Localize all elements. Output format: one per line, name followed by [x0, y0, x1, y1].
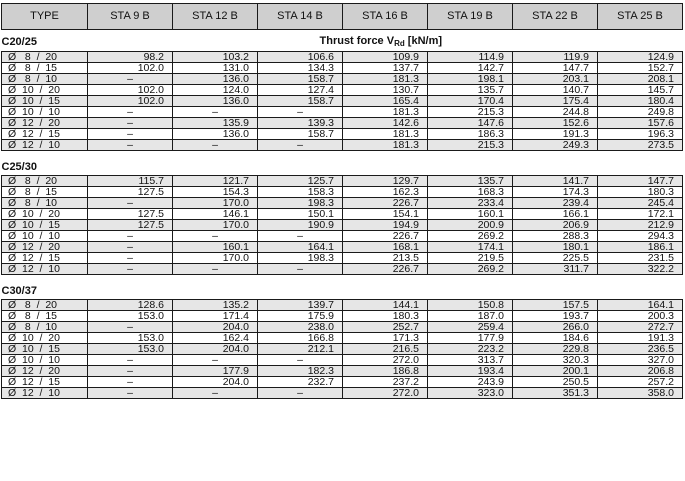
type-cell: Ø 10 / 15 [2, 220, 88, 231]
value-cell: – [88, 198, 173, 209]
value-cell: 320.3 [513, 355, 598, 366]
value-cell: 186.3 [428, 129, 513, 140]
value-cell: – [258, 355, 343, 366]
value-cell: 257.2 [598, 377, 683, 388]
value-cell: 225.5 [513, 253, 598, 264]
column-header: STA 19 B [428, 4, 513, 30]
value-cell: 245.4 [598, 198, 683, 209]
value-cell: 157.6 [598, 118, 683, 129]
value-cell: 137.7 [343, 63, 428, 74]
value-cell: 190.9 [258, 220, 343, 231]
type-cell: Ø 8 / 20 [2, 52, 88, 63]
value-cell: 102.0 [88, 96, 173, 107]
value-cell: 102.0 [88, 85, 173, 96]
table-row [2, 187, 683, 198]
value-cell: 266.0 [513, 322, 598, 333]
value-cell: 119.9 [513, 52, 598, 63]
value-cell: 180.3 [598, 187, 683, 198]
value-cell: 313.7 [428, 355, 513, 366]
value-cell: 193.4 [428, 366, 513, 377]
value-cell: 244.8 [513, 107, 598, 118]
value-cell: 194.9 [343, 220, 428, 231]
value-cell: 232.7 [258, 377, 343, 388]
value-cell: 134.3 [258, 63, 343, 74]
value-cell: 206.9 [513, 220, 598, 231]
table-row [2, 176, 683, 187]
value-cell: 135.9 [173, 118, 258, 129]
value-cell: 269.2 [428, 231, 513, 242]
value-cell: 170.0 [173, 253, 258, 264]
table-row [2, 377, 683, 388]
value-cell: 174.1 [428, 242, 513, 253]
value-cell: 115.7 [88, 176, 173, 187]
value-cell: 226.7 [343, 198, 428, 209]
value-cell: 175.4 [513, 96, 598, 107]
value-cell: 181.3 [343, 140, 428, 151]
value-cell: 136.0 [173, 74, 258, 85]
value-cell: 250.5 [513, 377, 598, 388]
value-cell: – [88, 253, 173, 264]
value-cell: 170.4 [428, 96, 513, 107]
value-cell: 196.3 [598, 129, 683, 140]
spacer-cell [2, 275, 683, 285]
value-cell: – [88, 129, 173, 140]
value-cell: 144.1 [343, 300, 428, 311]
type-cell: Ø 10 / 10 [2, 355, 88, 366]
type-cell: Ø 12 / 10 [2, 140, 88, 151]
value-cell: 215.3 [428, 107, 513, 118]
value-cell: – [88, 377, 173, 388]
value-cell: – [88, 355, 173, 366]
value-cell: 233.4 [428, 198, 513, 209]
value-cell: – [88, 107, 173, 118]
table-row [2, 63, 683, 74]
value-cell: 212.9 [598, 220, 683, 231]
concrete-class-label: C25/30 [2, 160, 88, 176]
value-cell: 141.7 [513, 176, 598, 187]
value-cell: 249.3 [513, 140, 598, 151]
value-cell: 198.3 [258, 253, 343, 264]
section-spacer [2, 151, 683, 161]
value-cell: 200.1 [513, 366, 598, 377]
value-cell: 154.3 [173, 187, 258, 198]
value-cell: 102.0 [88, 63, 173, 74]
value-cell: 158.3 [258, 187, 343, 198]
value-cell: 162.3 [343, 187, 428, 198]
value-cell: 203.1 [513, 74, 598, 85]
type-cell: Ø 10 / 10 [2, 107, 88, 118]
type-cell: Ø 8 / 10 [2, 322, 88, 333]
value-cell: 216.5 [343, 344, 428, 355]
value-cell: 239.4 [513, 198, 598, 209]
value-cell: 180.4 [598, 96, 683, 107]
value-cell: 131.0 [173, 63, 258, 74]
value-cell: 208.1 [598, 74, 683, 85]
column-header: STA 9 B [88, 4, 173, 30]
value-cell: 182.3 [258, 366, 343, 377]
value-cell: 158.7 [258, 96, 343, 107]
value-cell: 166.8 [258, 333, 343, 344]
value-cell: 180.3 [343, 311, 428, 322]
value-cell: 103.2 [173, 52, 258, 63]
value-cell: 273.5 [598, 140, 683, 151]
value-cell: 127.5 [88, 209, 173, 220]
value-cell: 136.0 [173, 129, 258, 140]
section-header-row [2, 34, 683, 52]
value-cell: – [88, 366, 173, 377]
table-row [2, 129, 683, 140]
section-spacer [2, 275, 683, 285]
value-cell: 129.7 [343, 176, 428, 187]
type-cell: Ø 8 / 15 [2, 63, 88, 74]
concrete-class-label: C30/37 [2, 284, 88, 300]
value-cell: – [88, 322, 173, 333]
value-cell: 358.0 [598, 388, 683, 399]
value-cell: 237.2 [343, 377, 428, 388]
value-cell: 186.8 [343, 366, 428, 377]
value-cell: 130.7 [343, 85, 428, 96]
value-cell: 109.9 [343, 52, 428, 63]
value-cell: 229.8 [513, 344, 598, 355]
value-cell: 171.3 [343, 333, 428, 344]
value-cell: 243.9 [428, 377, 513, 388]
type-cell: Ø 12 / 20 [2, 242, 88, 253]
value-cell: 198.3 [258, 198, 343, 209]
value-cell: 311.7 [513, 264, 598, 275]
value-cell: 147.7 [513, 63, 598, 74]
type-cell: Ø 12 / 15 [2, 377, 88, 388]
value-cell: – [258, 231, 343, 242]
table-row [2, 52, 683, 63]
column-header: STA 14 B [258, 4, 343, 30]
type-cell: Ø 12 / 15 [2, 253, 88, 264]
type-cell: Ø 8 / 10 [2, 198, 88, 209]
section-caption-cell [88, 34, 683, 52]
value-cell: – [88, 264, 173, 275]
table-row [2, 388, 683, 399]
value-cell: 127.5 [88, 220, 173, 231]
value-cell: 139.3 [258, 118, 343, 129]
value-cell: 213.5 [343, 253, 428, 264]
table-row [2, 118, 683, 129]
value-cell: 171.4 [173, 311, 258, 322]
table-row [2, 107, 683, 118]
value-cell: – [173, 388, 258, 399]
value-cell: 170.0 [173, 198, 258, 209]
value-cell: 160.1 [428, 209, 513, 220]
value-cell: 238.0 [258, 322, 343, 333]
value-cell: 146.1 [173, 209, 258, 220]
value-cell: 327.0 [598, 355, 683, 366]
value-cell: 147.6 [428, 118, 513, 129]
table-row [2, 300, 683, 311]
table-row [2, 96, 683, 107]
value-cell: – [88, 231, 173, 242]
value-cell: 145.7 [598, 85, 683, 96]
value-cell: – [88, 74, 173, 85]
value-cell: 252.7 [343, 322, 428, 333]
type-cell: Ø 8 / 20 [2, 176, 88, 187]
table-row [2, 231, 683, 242]
value-cell: 177.9 [173, 366, 258, 377]
value-cell: 223.2 [428, 344, 513, 355]
caption-main: Thrust force V [319, 35, 395, 47]
value-cell: 153.0 [88, 333, 173, 344]
value-cell: 168.3 [428, 187, 513, 198]
value-cell: 121.7 [173, 176, 258, 187]
section-caption-cell [88, 284, 683, 300]
table-row [2, 220, 683, 231]
value-cell: 162.4 [173, 333, 258, 344]
column-header: STA 25 B [598, 4, 683, 30]
value-cell: 140.7 [513, 85, 598, 96]
value-cell: – [88, 140, 173, 151]
value-cell: 139.7 [258, 300, 343, 311]
value-cell: 177.9 [428, 333, 513, 344]
value-cell: – [258, 264, 343, 275]
value-cell: 269.2 [428, 264, 513, 275]
value-cell: 236.5 [598, 344, 683, 355]
table-row [2, 311, 683, 322]
value-cell: – [173, 231, 258, 242]
type-cell: Ø 12 / 15 [2, 129, 88, 140]
value-cell: 204.0 [173, 344, 258, 355]
value-cell: 125.7 [258, 176, 343, 187]
table-body [2, 30, 683, 399]
section-caption-cell [88, 160, 683, 176]
value-cell: 181.3 [343, 129, 428, 140]
value-cell: 152.6 [513, 118, 598, 129]
type-cell: Ø 10 / 20 [2, 333, 88, 344]
table-row [2, 366, 683, 377]
value-cell: 249.8 [598, 107, 683, 118]
table-row [2, 85, 683, 96]
value-cell: 153.0 [88, 344, 173, 355]
table-row [2, 253, 683, 264]
value-cell: – [173, 264, 258, 275]
value-cell: 124.0 [173, 85, 258, 96]
column-header-type: TYPE [2, 4, 88, 30]
value-cell: 166.1 [513, 209, 598, 220]
value-cell: – [88, 388, 173, 399]
value-cell: 128.6 [88, 300, 173, 311]
value-cell: 219.5 [428, 253, 513, 264]
value-cell: 153.0 [88, 311, 173, 322]
value-cell: 323.0 [428, 388, 513, 399]
value-cell: 127.5 [88, 187, 173, 198]
value-cell: 231.5 [598, 253, 683, 264]
value-cell: 152.7 [598, 63, 683, 74]
value-cell: 168.1 [343, 242, 428, 253]
value-cell: 170.0 [173, 220, 258, 231]
value-cell: 124.9 [598, 52, 683, 63]
type-cell: Ø 12 / 10 [2, 388, 88, 399]
value-cell: 158.7 [258, 129, 343, 140]
section-header-row [2, 284, 683, 300]
value-cell: 98.2 [88, 52, 173, 63]
value-cell: 272.0 [343, 355, 428, 366]
column-header: STA 16 B [343, 4, 428, 30]
value-cell: 165.4 [343, 96, 428, 107]
type-cell: Ø 10 / 10 [2, 231, 88, 242]
value-cell: 215.3 [428, 140, 513, 151]
type-cell: Ø 10 / 20 [2, 85, 88, 96]
value-cell: 204.0 [173, 377, 258, 388]
value-cell: 135.2 [173, 300, 258, 311]
value-cell: 136.0 [173, 96, 258, 107]
table-row [2, 74, 683, 85]
value-cell: 181.3 [343, 74, 428, 85]
value-cell: 150.8 [428, 300, 513, 311]
value-cell: 164.1 [258, 242, 343, 253]
table-row [2, 198, 683, 209]
value-cell: 174.3 [513, 187, 598, 198]
value-cell: 322.2 [598, 264, 683, 275]
value-cell: 259.4 [428, 322, 513, 333]
value-cell: 204.0 [173, 322, 258, 333]
spacer-cell [2, 151, 683, 161]
table-row [2, 242, 683, 253]
caption-subscript: Rd [394, 39, 405, 48]
value-cell: 191.3 [513, 129, 598, 140]
table-row [2, 209, 683, 220]
type-cell: Ø 8 / 10 [2, 74, 88, 85]
value-cell: – [173, 140, 258, 151]
value-cell: 186.1 [598, 242, 683, 253]
value-cell: 147.7 [598, 176, 683, 187]
value-cell: 272.7 [598, 322, 683, 333]
value-cell: 154.1 [343, 209, 428, 220]
table-row [2, 264, 683, 275]
value-cell: 127.4 [258, 85, 343, 96]
thrust-force-table-container [1, 3, 683, 399]
value-cell: 181.3 [343, 107, 428, 118]
value-cell: – [88, 242, 173, 253]
value-cell: 158.7 [258, 74, 343, 85]
value-cell: – [258, 107, 343, 118]
value-cell: 135.7 [428, 176, 513, 187]
value-cell: 200.3 [598, 311, 683, 322]
value-cell: 288.3 [513, 231, 598, 242]
value-cell: 200.9 [428, 220, 513, 231]
value-cell: 157.5 [513, 300, 598, 311]
table-row [2, 140, 683, 151]
value-cell: 160.1 [173, 242, 258, 253]
value-cell: 226.7 [343, 231, 428, 242]
value-cell: 175.9 [258, 311, 343, 322]
type-cell: Ø 10 / 20 [2, 209, 88, 220]
type-cell: Ø 12 / 20 [2, 118, 88, 129]
value-cell: 164.1 [598, 300, 683, 311]
concrete-class-label: C20/25 [2, 34, 88, 52]
section-header-row [2, 160, 683, 176]
value-cell: 226.7 [343, 264, 428, 275]
value-cell: 150.1 [258, 209, 343, 220]
value-cell: 191.3 [598, 333, 683, 344]
value-cell: – [258, 140, 343, 151]
column-header: STA 12 B [173, 4, 258, 30]
value-cell: 187.0 [428, 311, 513, 322]
value-cell: 135.7 [428, 85, 513, 96]
value-cell: 198.1 [428, 74, 513, 85]
value-cell: – [258, 388, 343, 399]
value-cell: 106.6 [258, 52, 343, 63]
value-cell: – [88, 118, 173, 129]
value-cell: 114.9 [428, 52, 513, 63]
table-row [2, 333, 683, 344]
value-cell: – [173, 107, 258, 118]
type-cell: Ø 10 / 15 [2, 344, 88, 355]
value-cell: 184.6 [513, 333, 598, 344]
type-cell: Ø 8 / 20 [2, 300, 88, 311]
value-cell: 294.3 [598, 231, 683, 242]
type-cell: Ø 8 / 15 [2, 187, 88, 198]
value-cell: 351.3 [513, 388, 598, 399]
value-cell: 206.8 [598, 366, 683, 377]
type-cell: Ø 12 / 10 [2, 264, 88, 275]
type-cell: Ø 8 / 15 [2, 311, 88, 322]
type-cell: Ø 12 / 20 [2, 366, 88, 377]
value-cell: 180.1 [513, 242, 598, 253]
table-row [2, 344, 683, 355]
value-cell: 272.0 [343, 388, 428, 399]
table-row [2, 322, 683, 333]
value-cell: – [173, 355, 258, 366]
value-cell: 212.1 [258, 344, 343, 355]
value-cell: 142.7 [428, 63, 513, 74]
value-cell: 193.7 [513, 311, 598, 322]
value-cell: 142.6 [343, 118, 428, 129]
column-header: STA 22 B [513, 4, 598, 30]
table-row [2, 355, 683, 366]
header-row [2, 4, 683, 30]
type-cell: Ø 10 / 15 [2, 96, 88, 107]
thrust-force-table [1, 3, 683, 399]
value-cell: 172.1 [598, 209, 683, 220]
caption-unit: [kN/m] [404, 35, 443, 47]
